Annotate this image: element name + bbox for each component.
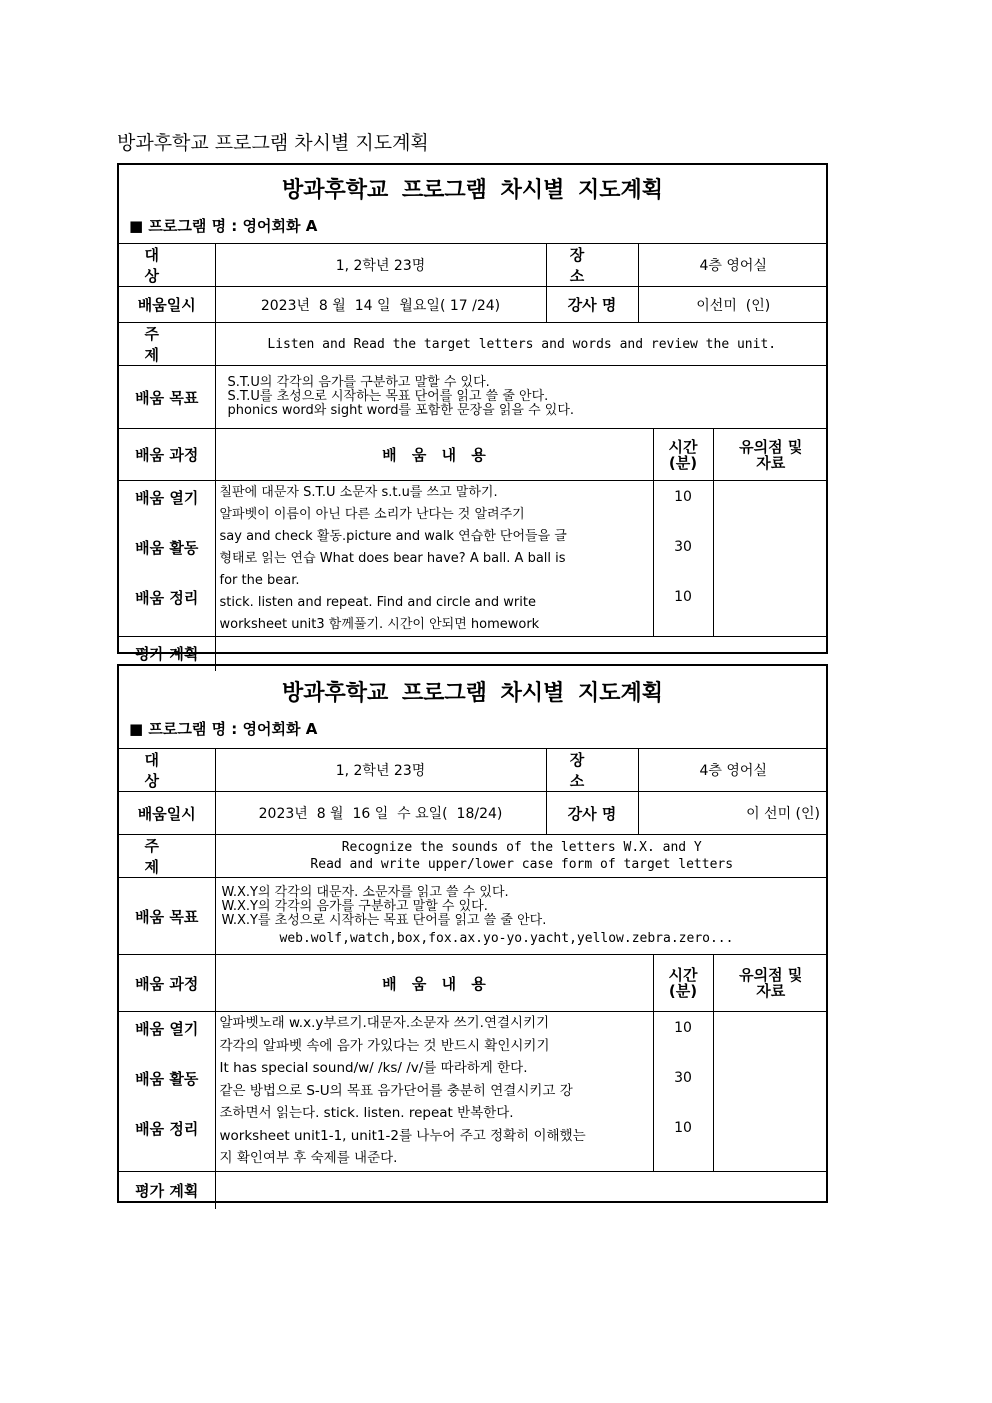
teacher-value: 이선미 (인) [638,287,828,323]
topic-value [215,835,828,878]
goal-label: 배움 목표 [119,366,215,429]
content-line: worksheet unit1-1, unit1-2를 나누어 주고 정확히 이해했는 [219,1127,586,1144]
plan-table [119,749,828,1209]
content-line: 형태로 읽는 연습 What does bear have? A ball. A ball is [219,551,566,566]
place-label: 장 소 [546,749,638,792]
goal-label: 배움 목표 [119,878,215,955]
goal-item: W.X.Y의 각각의 대문자. 소문자를 읽고 쓸 수 있다. [221,885,509,900]
notes-cell [713,481,828,637]
notes-header [713,429,828,481]
content-header: 배 움 내 용 [215,429,653,481]
time-list [653,1012,713,1172]
time-header-line: 시간 [668,966,698,984]
topic-line: Recognize the sounds of the letters W.X. and Y [341,840,702,855]
content-line: say and check 활동.picture and walk 연습한 단어들을 글 [219,529,567,544]
process-label: 배움 과정 [119,429,215,481]
stage-close: 배움 정리 [135,1120,199,1138]
lesson-plan-2 [117,664,828,1203]
time-header-line: 시간 [668,437,698,456]
goal-list [215,366,828,429]
notes-header-line: 자료 [756,453,786,472]
target-label: 대 상 [119,244,215,287]
goal-item: S.T.U를 초성으로 시작하는 목표 단어를 읽고 쓸 줄 안다. [227,389,549,404]
teacher-value: 이 선미 (인) [638,792,828,835]
stage-open: 배움 열기 [135,1020,199,1038]
goal-item: W.X.Y를 초성으로 시작하는 목표 단어를 읽고 쓸 줄 안다. [221,913,547,928]
content-line: It has special sound/w/ /ks/ /v/를 따라하게 한다. [219,1060,528,1076]
time-activity: 30 [674,539,692,555]
goal-list [215,878,828,955]
time-close: 10 [674,1120,692,1136]
plan-header [119,165,826,244]
goal-item: S.T.U의 각각의 음가를 구분하고 말할 수 있다. [227,375,490,390]
content-line: 각각의 알파벳 속에 음가 가있다는 것 반드시 확인시키기 [219,1037,550,1054]
time-open: 10 [674,1020,692,1036]
stage-list [119,1012,215,1172]
process-label: 배움 과정 [119,955,215,1012]
place-label: 장 소 [546,244,638,287]
time-close: 10 [674,589,692,605]
topic-label: 주 제 [119,323,215,366]
time-open: 10 [674,489,692,505]
topic-label: 주 제 [119,835,215,878]
program-name: ■ 프로그램 명 : 영어회화 A [129,720,318,738]
date-label: 배움일시 [119,287,215,323]
goal-word-list: web.wolf,watch,box,fox.ax.yo-yo.yacht,yellow.zebra.zero... [279,931,734,946]
evaluation-label: 평가 계획 [119,637,215,671]
goal-item: W.X.Y의 각각의 음가를 구분하고 말할 수 있다. [221,899,488,914]
content-body [215,1012,653,1172]
plan-header [119,666,826,749]
time-header-unit: (분) [668,453,698,472]
place-value: 4층 영어실 [638,749,828,792]
plan-table [119,244,828,671]
notes-header-line: 자료 [756,982,786,1000]
program-name: ■ 프로그램 명 : 영어회화 A [129,217,318,235]
content-line: 칠판에 대문자 S.T.U 소문자 s.t.u를 쓰고 말하기. [219,485,498,500]
stage-activity: 배움 활동 [135,1070,199,1088]
lesson-plan-1 [117,163,828,664]
time-header [653,955,713,1012]
content-line: 알파벳이 이름이 아닌 다른 소리가 난다는 것 알려주기 [219,507,525,522]
date-label: 배움일시 [119,792,215,835]
stage-list [119,481,215,637]
topic-line: Read and write upper/lower case form of target letters [310,857,734,872]
content-header: 배 움 내 용 [215,955,653,1012]
time-list [653,481,713,637]
content-line: for the bear. [219,573,300,588]
stage-close: 배움 정리 [135,589,199,607]
notes-header-line: 유의점 및 [739,437,803,456]
stage-open: 배움 열기 [135,489,199,507]
content-line: stick. listen and repeat. Find and circle and write [219,595,536,610]
notes-header-line: 유의점 및 [739,966,803,984]
content-line: 같은 방법으로 S-U의 목표 음가단어를 충분히 연결시키고 강 [219,1082,573,1099]
content-body [215,481,653,637]
date-value: 2023년 8 월 16 일 수 요일( 18/24) [215,792,546,835]
time-header-unit: (분) [668,982,698,1000]
target-value: 1, 2학년 23명 [215,749,546,792]
evaluation-label: 평가 계획 [119,1172,215,1209]
target-value: 1, 2학년 23명 [215,244,546,287]
teacher-label: 강사 명 [546,792,638,835]
plan-title: 방과후학교 프로그램 차시별 지도계획 [281,681,663,706]
plan-title: 방과후학교 프로그램 차시별 지도계획 [281,178,663,203]
notes-cell [713,1012,828,1172]
time-header [653,429,713,481]
teacher-label: 강사 명 [546,287,638,323]
document-heading: 방과후학교 프로그램 차시별 지도계획 [117,132,429,154]
place-value: 4층 영어실 [638,244,828,287]
evaluation-value [215,1172,828,1209]
content-line: 알파벳노래 w.x.y부르기.대문자.소문자 쓰기.연결시키기 [219,1015,550,1031]
notes-header [713,955,828,1012]
content-line: worksheet unit3 함께풀기. 시간이 안되면 homework [219,617,540,632]
content-line: 조하면서 읽는다. stick. listen. repeat 반복한다. [219,1105,514,1121]
content-line: 지 확인여부 후 숙제를 내준다. [219,1150,398,1166]
time-activity: 30 [674,1070,692,1086]
date-value: 2023년 8 월 14 일 월요일( 17 /24) [215,287,546,323]
goal-item: phonics word와 sight word를 포함한 문장을 읽을 수 있다. [227,403,575,418]
target-label: 대 상 [119,749,215,792]
topic-value: Listen and Read the target letters and words and review the unit. [215,323,828,366]
stage-activity: 배움 활동 [135,539,199,557]
